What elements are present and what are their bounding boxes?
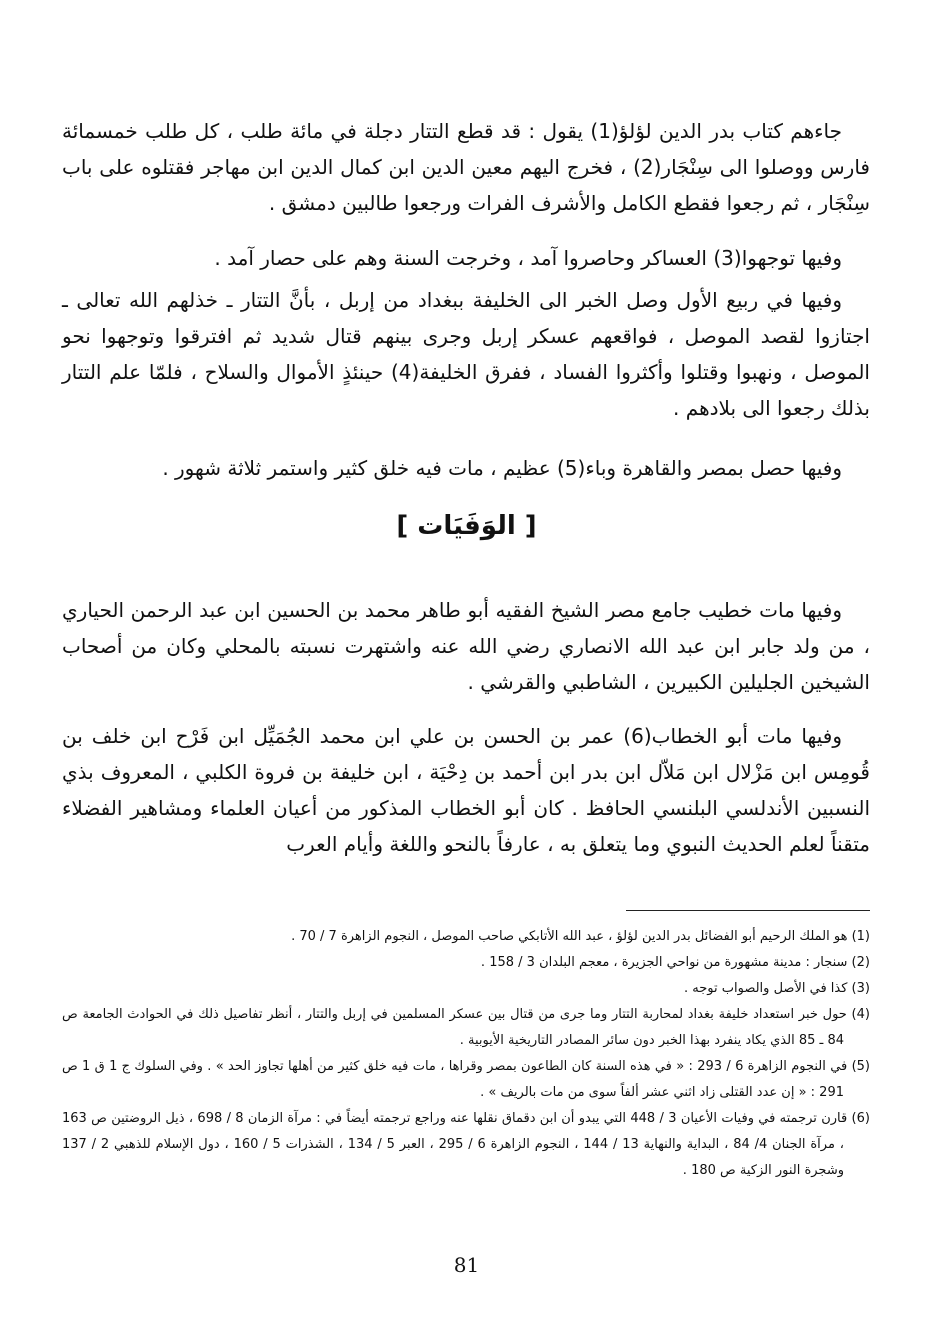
footnotes (62, 924, 870, 1184)
paragraph-death-abu-khattab (62, 718, 870, 862)
paragraph-text: وفيها توجهوا(3) العساكر وحاصروا آمد ، وخرجت السنة وهم على حصار آمد . (214, 246, 842, 270)
paragraph-text: جاءهم كتاب بدر الدين لؤلؤ(1) يقول : قد قطع التتار دجلة في مائة طلب ، كل طلب خمسمائة فارس ووصلوا الى سِنْجَار(2) ، فخرج اليهم معين الدين ابن كمال الدين ابن مهاجر فقتلوه على باب سِنْجَار ، ثم رجعوا فقطع الكامل والأشرف الفرات ورجعوا طالبين دمشق . (62, 119, 870, 215)
paragraph-text: وفيها في ربيع الأول وصل الخبر الى الخليفة ببغداد من إربل ، بأنَّ التتار ـ خذلهم الله تعالى ـ اجتازوا لقصد الموصل ، فواقعهم عسكر إربل وجرى بينهم قتال شديد ثم افترقوا وتوجهوا نحو الموصل ، ونهبوا وقتلوا وأكثروا الفساد ، ففرق الخليفة(4) حينئذٍ الأموال والسلاح ، فلمّا علم التتار بذلك رجعوا الى بلادهم . (62, 288, 870, 420)
section-heading-deaths: [ الوَفَيَات ] (396, 511, 537, 541)
page-number: 81 (453, 1253, 480, 1277)
paragraph-irbil-news (62, 282, 870, 426)
footnote-6: (6) قارن ترجمته في وفيات الأعيان 3 / 448 التي يبدو أن ابن دقماق نقلها عنه وراجع ترجمته أيضاً في : مرآة الزمان 8 / 698 ، ذيل الروضتين ص 163 ، مرآة الجنان 4/ 84 ، البداية والنهاية 13 / 144 ، النجوم الزاهرة 6 / 295 ، العبر 5 / 134 ، الشذرات 5 / 160 ، دول الإسلام للذهبي 2 / 137 وشجرة النور الزكية ص 180 . (62, 1111, 870, 1178)
footnote-separator (626, 910, 870, 911)
paragraph-text: وفيها مات خطيب جامع مصر الشيخ الفقيه أبو طاهر محمد بن الحسين ابن عبد الرحمن الحياري ، من ولد جابر ابن عبد الله الانصاري رضي الله عنه واشتهرت نسبته بالمحلي وكان من أصحاب الشيخين الجليلين الكبيرين ، الشاطبي والقرشي . (62, 598, 870, 694)
footnote-5: (5) في النجوم الزاهرة 6 / 293 : « في هذه السنة كان الطاعون بمصر وقراها ، مات فيه خلق كثير من أهلها تجاوز الحد » . وفي السلوك ج 1 ق 1 ص 291 : « إن عدد القتلى زاد اثني عشر ألفاً سوى من مات بالريف » . (62, 1059, 870, 1100)
paragraph-siege-amid (62, 240, 870, 276)
paragraph-text: وفيها مات أبو الخطاب(6) عمر بن الحسن بن علي ابن محمد الجُمَيِّل ابن فَرْح ابن خلف بن قُومِس ابن مَزْلال ابن مَلاّل ابن بدر ابن أحمد بن دِحْيَة ، ابن خليفة بن فروة الكلبي ، المعروف بذي النسبين الأندلسي البلنسي الحافظ . كان أبو الخطاب المذكور من أعيان العلماء ومشاهير الفضلاء متقناً لعلم الحديث النبوي وما يتعلق به ، عارفاً بالنحو واللغة وأيام العرب (62, 724, 870, 856)
paragraph-plague (62, 450, 870, 486)
paragraph-tatar-crossing (62, 113, 870, 221)
paragraph-death-khatib (62, 592, 870, 700)
footnote-1: (1) هو الملك الرحيم أبو الفضائل بدر الدين لؤلؤ ، عبد الله الأتابكي صاحب الموصل ، النجوم الزاهرة 7 / 70 . (291, 929, 870, 944)
footnote-4: (4) حول خبر استعداد خليفة بغداد لمحاربة التتار وما جرى من قتال بين عسكر المسلمين في إربل والتتار ، أنظر تفاصيل ذلك في الحوادث الجامعة ص 84 ـ 85 الذي يكاد ينفرد بهذا الخبر دون سائر المصادر التاريخية الأيوبية . (62, 1007, 870, 1048)
paragraph-text: وفيها حصل بمصر والقاهرة وباء(5) عظيم ، مات فيه خلق كثير واستمر ثلاثة شهور . (162, 456, 842, 480)
footnote-3: (3) كذا في الأصل والصواب توجه . (684, 981, 870, 996)
footnote-2: (2) سنجار : مدينة مشهورة من نواحي الجزيرة ، معجم البلدان 3 / 158 . (480, 955, 870, 970)
